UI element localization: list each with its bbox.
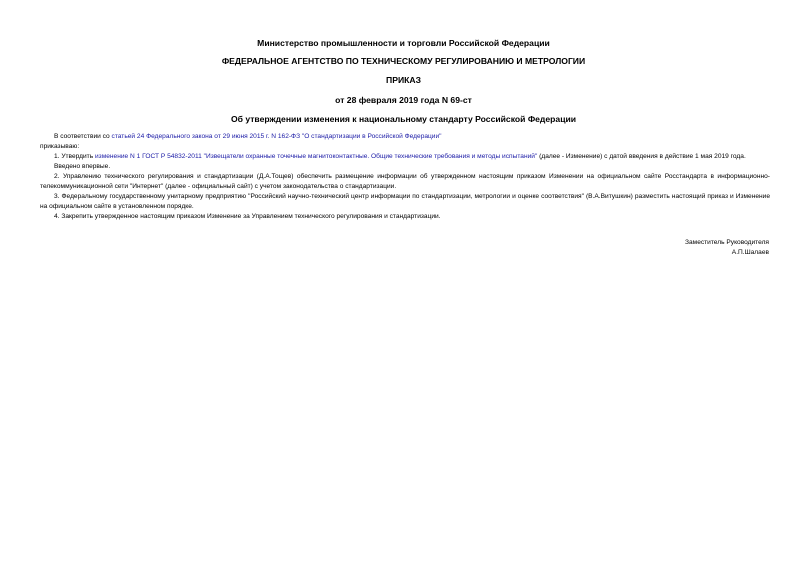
item-1-prefix: 1. Утвердить bbox=[54, 153, 95, 160]
document-body bbox=[40, 132, 770, 222]
document-title: Об утверждении изменения к национальному стандарту Российской Федерации bbox=[230, 114, 577, 124]
item-1-suffix: (далее - Изменение) с датой введения в действие 1 мая 2019 года. bbox=[537, 153, 746, 160]
preamble-prefix: В соответствии со bbox=[54, 133, 112, 140]
ministry-heading: Министерство промышленности и торговли Российской Федерации bbox=[257, 38, 550, 48]
signatory-position: Заместитель Руководителя bbox=[685, 239, 769, 246]
item-1 bbox=[40, 152, 770, 162]
date-number-heading: от 28 февраля 2019 года N 69-ст bbox=[335, 95, 472, 105]
order-word: приказываю: bbox=[40, 143, 80, 150]
federal-law-link[interactable]: статьей 24 Федерального закона от 29 июня 2015 г. N 162-ФЗ "О стандартизации в Российской Федерации" bbox=[111, 133, 442, 140]
introduced-note: Введено впервые. bbox=[54, 163, 111, 170]
gost-change-link[interactable]: изменение N 1 ГОСТ Р 54832-2011 "Извещатели охранные точечные магнитоконтактные. Общие технические требования и методы испытаний" bbox=[94, 153, 538, 160]
signatory-name: А.П.Шалаев bbox=[731, 249, 769, 256]
signature-block bbox=[685, 238, 769, 258]
agency-heading: ФЕДЕРАЛЬНОЕ АГЕНТСТВО ПО ТЕХНИЧЕСКОМУ РЕГУЛИРОВАНИЮ И МЕТРОЛОГИИ bbox=[221, 56, 586, 66]
item-4: 4. Закрепить утвержденное настоящим приказом Изменение за Управлением технического регулирования и стандартизации. bbox=[54, 213, 441, 220]
preamble-paragraph bbox=[40, 132, 770, 142]
item-3: 3. Федеральному государственному унитарному предприятию "Российский научно-технический центр информации по стандартизации, метрологии и оценке соответствия" (В.А.Витушкин) разместить настоящий приказ и Изменение на официальном сайте в установленном порядке. bbox=[40, 193, 770, 210]
item-2: 2. Управлению технического регулирования и стандартизации (Д.А.Тощев) обеспечить размещение информации об утвержденном настоящим приказом Изменении на официальном сайте Росстандарта в информационно-телекоммуникационной сети "Интернет" (далее - официальный сайт) с учетом законодательства о стандартизации. bbox=[40, 173, 770, 190]
doc-type-heading: ПРИКАЗ bbox=[386, 75, 421, 85]
